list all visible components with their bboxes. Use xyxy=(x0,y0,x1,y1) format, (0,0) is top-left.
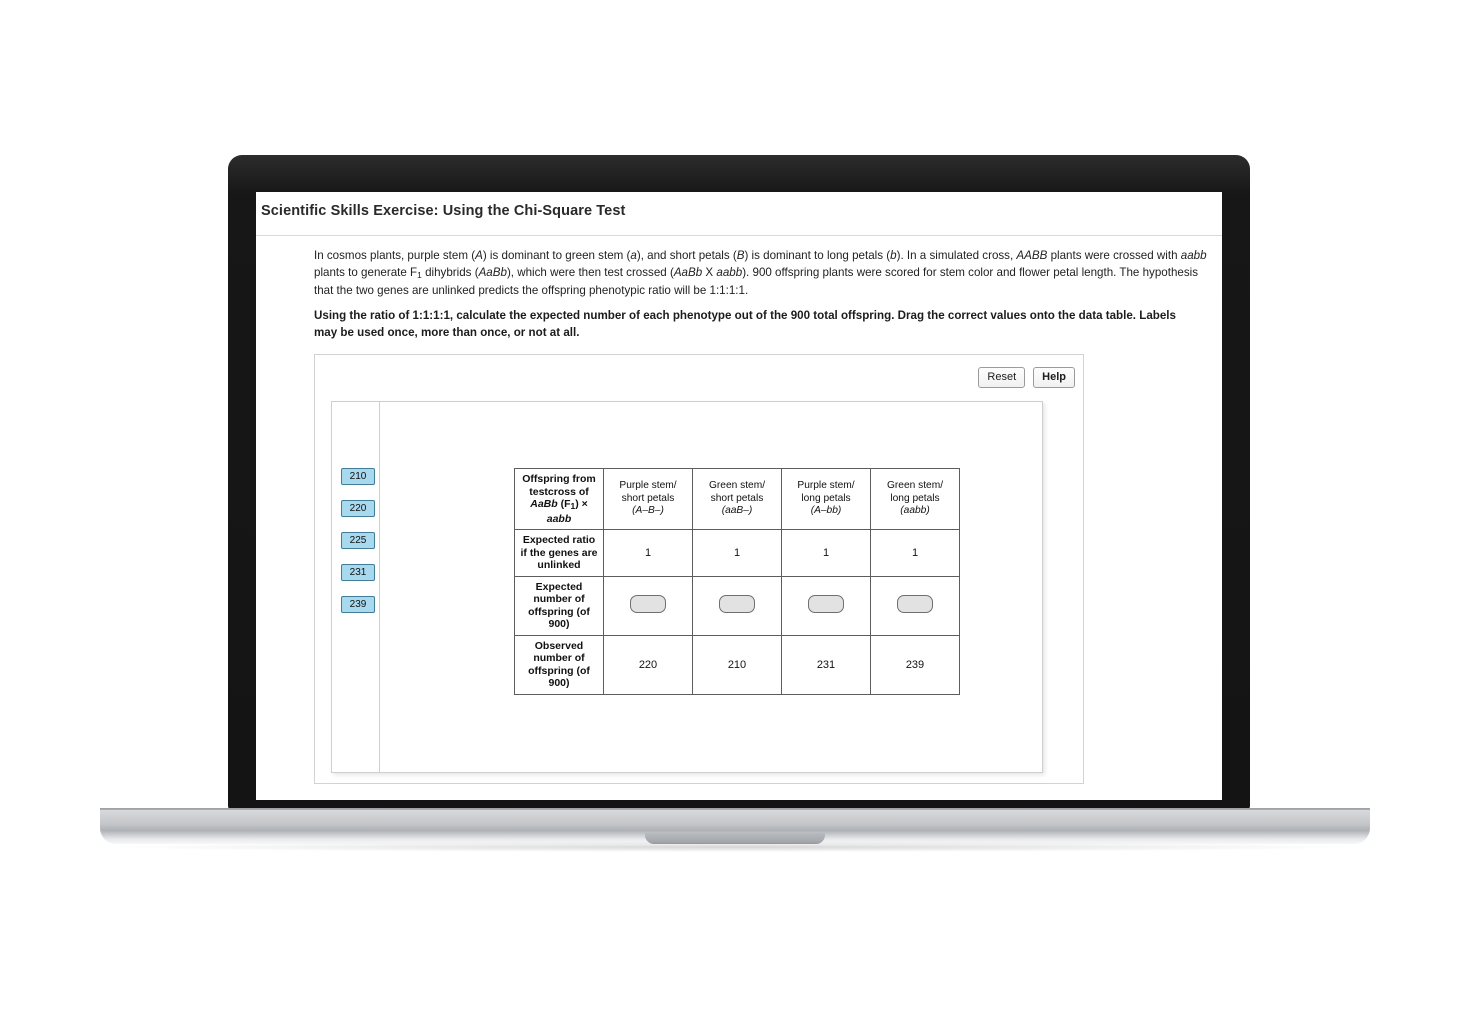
cell-value: 1 xyxy=(871,530,960,577)
panel-toolbar xyxy=(978,367,1075,388)
drop-target-1[interactable] xyxy=(630,595,666,613)
drop-slot-1[interactable] xyxy=(604,576,693,635)
row-header-2: Expected number of offspring (of 900) xyxy=(515,576,604,635)
drop-target-2[interactable] xyxy=(719,595,755,613)
drop-slot-2[interactable] xyxy=(693,576,782,635)
drag-label-tray xyxy=(332,402,380,772)
drag-label-210[interactable]: 210 xyxy=(341,468,375,485)
activity-area xyxy=(331,401,1043,773)
exercise-page xyxy=(256,192,1222,800)
drag-label-225[interactable]: 225 xyxy=(341,532,375,549)
drop-target-4[interactable] xyxy=(897,595,933,613)
laptop-screen xyxy=(256,192,1222,800)
column-header-2: Green stem/ short petals (aaB–) xyxy=(693,469,782,530)
page-header xyxy=(256,192,1222,236)
laptop-shadow xyxy=(120,842,1350,852)
drop-slot-4[interactable] xyxy=(871,576,960,635)
cell-value: 239 xyxy=(871,635,960,694)
cell-value: 1 xyxy=(604,530,693,577)
drag-label-220[interactable]: 220 xyxy=(341,500,375,517)
data-table-container xyxy=(514,468,960,695)
column-header-3: Purple stem/ long petals (A–bb) xyxy=(782,469,871,530)
cell-value: 1 xyxy=(782,530,871,577)
table-header-row xyxy=(515,469,960,530)
drag-label-239[interactable]: 239 xyxy=(341,596,375,613)
cell-value: 231 xyxy=(782,635,871,694)
row-header-3: Observed number of offspring (of 900) xyxy=(515,635,604,694)
cell-value: 220 xyxy=(604,635,693,694)
cell-value: 210 xyxy=(693,635,782,694)
row-header-1: Expected ratio if the genes are unlinked xyxy=(515,530,604,577)
table-row xyxy=(515,576,960,635)
column-header-4: Green stem/ long petals (aabb) xyxy=(871,469,960,530)
drag-label-231[interactable]: 231 xyxy=(341,564,375,581)
column-header-1: Purple stem/ short petals (A–B–) xyxy=(604,469,693,530)
drop-slot-3[interactable] xyxy=(782,576,871,635)
reset-button[interactable]: Reset xyxy=(978,367,1025,388)
table-corner-header: Offspring from testcross of AaBb $(F_1)$ × aabb xyxy=(515,469,604,530)
drop-target-3[interactable] xyxy=(808,595,844,613)
instruction-text: Using the ratio of 1:1:1:1, calculate the expected number of each phenotype out of the 900 total offspring. Drag the correct values onto the data table. Labels may be used once, more than once, or not at all. xyxy=(314,309,1176,339)
help-button[interactable]: Help xyxy=(1033,367,1075,388)
intro-paragraph: In cosmos plants, purple stem (A) is dominant to green stem (a), and short petals (B) is dominant to long petals (b). In a simulated cross, AABB plants were crossed with aabb plants to generate $F_1$ dihybrids (AaBb), which were then test crossed (AaBb X aabb). 900 offspring plants were scored for stem color and flower petal length. The hypothesis that the two genes are unlinked predicts the offspring phenotypic ratio will be 1:1:1:1. xyxy=(314,249,1207,298)
exercise-panel xyxy=(314,354,1084,784)
page-title: Scientific Skills Exercise: Using the Chi-Square Test xyxy=(261,203,626,219)
table-row xyxy=(515,635,960,694)
table-row xyxy=(515,530,960,577)
cell-value: 1 xyxy=(693,530,782,577)
genetics-data-table xyxy=(514,468,960,695)
